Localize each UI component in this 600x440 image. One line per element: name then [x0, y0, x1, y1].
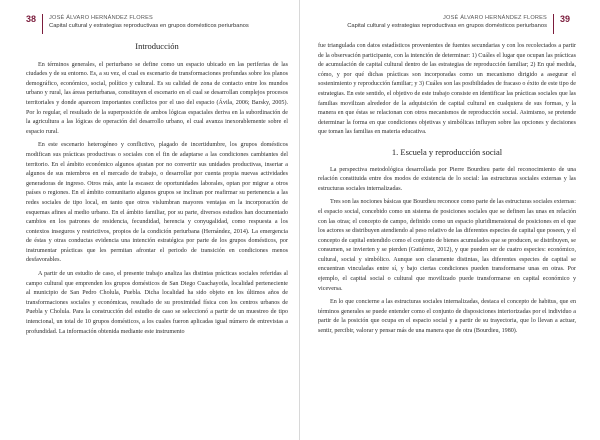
section-heading-introduccion: Introducción — [135, 41, 179, 51]
right-running-author: JOSÉ ÁLVARO HERNÁNDEZ FLORES — [443, 15, 547, 21]
left-page-number: 38 — [26, 14, 37, 24]
paragraph: La perspectiva metodológica desarrollada por Pierre Bourdieu parte del reconocimiento de una relación constituida entre dos modos de existencia de lo social: las estructuras sociales externas y las estructuras sociales internalizadas. — [318, 166, 576, 192]
header-divider — [553, 14, 554, 34]
right-running-header — [306, 14, 570, 34]
paragraph: Tres son las nociones básicas que Bourdieu reconoce como parte de las estructuras sociales externas: el espacio social, concebido como un sistema de posiciones sociales que se definen las unas en relación con las otras; el concepto de campo, definido como un espacio pluridimensional de posiciones en el que los actores se distribuyen atendiendo al peso relativo de las diferentes especies de capital que poseen, y el concepto de capital entendido como el conjunto de bienes acumulados que se producen, se distribuyen, se consumen, se invierten y se pierden (Gutiérrez, 2012), y que pueden ser de cuatro especies: económico, cultural, social y simbólico. Aunque son claramente distintas, las diferentes especies de capital se encuentran vinculadas entre sí, y bajo ciertas condiciones pueden transformarse unas en otras. Por ejemplo, el capital social o cultural que movilizado puede transformarse en capital económico y viceversa. — [318, 199, 576, 292]
right-body — [318, 42, 576, 341]
right-running-title: Capital cultural y estrategias reproductivas en grupos domésticos periurbanos — [347, 23, 547, 29]
paragraph: En lo que concierne a las estructuras sociales internalizadas, destaca el concepto de habitus, que en términos generales se puede entender como el conjunto de disposiciones interiorizadas por el individuo a partir de la posición que ocupa en el espacio social y a partir de su trayectoria, que lo llevan a actuar, sentir, percibir, valorar y pensar más de una manera que de otra (Bourdieu, 1980). — [318, 299, 576, 335]
paragraph: En este escenario heterogéneo y conflictivo, plagado de incertidumbre, los grupos domésticos modifican sus prácticas productivas o sociales con el fin de adaptarse a las condiciones cambiantes del territorio. En el ámbito económico algunos ajustan por no convertir sus unidades productivas, insertar a algunos de sus miembros en el mercado de trabajo, o desarrollar por cuenta propia nuevas actividades generadoras de ingreso. Otros más, ante la escasez de oportunidades laborales, optan por migrar a otros países o regiones. En el ámbito comunitario algunos grupos se inclinan por reafirmar su pertenencia a las redes sociales de tipo local, en tanto que otros vislumbran mayores ventajas en la incorporación de esquemas afines al medio urbano. En el ámbito familiar, por su parte, diversos estudios han documentado cambios en los patrones de residencia, fecundidad, herencia y conyugalidad, como respuesta a los contextos inseguros y restrictivos, propios de la condición periurbana (Hernández, 2014). La emergencia de éstas y otras conductas evidencia una intención estratégica por parte de los grupos domésticos, por instrumentar prácticas que les permitan afrontar el periodo de transición en condiciones menos desfavorables. — [26, 142, 288, 264]
section-heading-escuela: 1. Escuela y reproducción social — [391, 146, 503, 157]
header-divider — [42, 14, 43, 34]
paragraph: En términos generales, el periurbano se define como un espacio ubicado en las periferias de las ciudades y de su entorno. Es, a su vez, el cual es escenario de transformaciones profundas sobre los planos demográfico, económico, social, político y cultural. Es su calidad de zona de contacto entre los mundos urbano y rural, las áreas periurbanas, constituyen el escenario en el cual se desarrollan complejos procesos territoriales y donde aparecen importantes conflictos por el uso del espacio (Ávila, 2006; Barsky, 2005). Por lo regular, el resultado de la superposición de ambos lógicas espaciales deriva en la subordinación de la agricultura a las lógicas de operación del desarrollo urbano, el cual avanza inexorablemente sobre el espacio rural. — [26, 61, 288, 135]
left-running-title: Capital cultural y estrategias reproductivas en grupos domésticos periurbanos — [49, 23, 249, 29]
right-page — [306, 0, 596, 440]
left-body — [26, 42, 288, 341]
left-header-text — [49, 14, 249, 30]
paragraph: A partir de un estudio de caso, el presente trabajo analiza las distintas prácticas sociales referidas al campo cultural que emprenden los grupos domésticos de San Diego Cuachayotla, localidad perteneciente al municipio de San Pedro Cholula, Puebla. Dicha localidad ha sido objeto en los últimos años de transformaciones sociales y económicas, resultado de su proximidad física con los centros urbanos de Puebla y Cholula. Para la construcción del estudio de caso se seleccionó a partir de un muestreo de tipo intencional, un total de 10 grupos domésticos, a los cuales fueron aplicadas igual número de entrevistas a profundidad. La información obtenida mediante este instrumento — [26, 271, 288, 335]
paragraph: fue triangulada con datos estadísticos provenientes de fuentes secundarias y con los recolectados a partir de la observación participante, con la intención de determinar: 1) Cuáles el lugar que ocupan las prácticas de acumulación de capital cultural dentro de las estrategias de reproducción familiar; 2) En qué medida, cómo, y por qué dichas prácticas son incorporadas como un mecanismo dirigido a asegurar el sostenimiento y reproducción familiar; y 3) Cuáles son las posibilidades de fracaso o éxito de este tipo de estrategias. En este sentido, el objetivo de este trabajo consiste en identificar las prácticas sociales que las familias movilizan alrededor de la adquisición de capital cultural en cualquiera de sus formas, y la manera en que éstas se relacionan con otros mecanismos de reproducción social. Asimismo, se pretende determinar la forma en que condiciones objetivas y simbólicas influyen sobre las opciones y decisiones que toman las familias en materia educativa. — [318, 43, 576, 136]
left-running-author: JOSÉ ÁLVARO HERNÁNDEZ FLORES — [49, 15, 153, 21]
right-page-number: 39 — [559, 14, 570, 24]
right-header-text — [347, 14, 547, 30]
page-gutter — [299, 0, 300, 440]
left-page — [0, 0, 290, 440]
left-running-header — [26, 14, 290, 34]
